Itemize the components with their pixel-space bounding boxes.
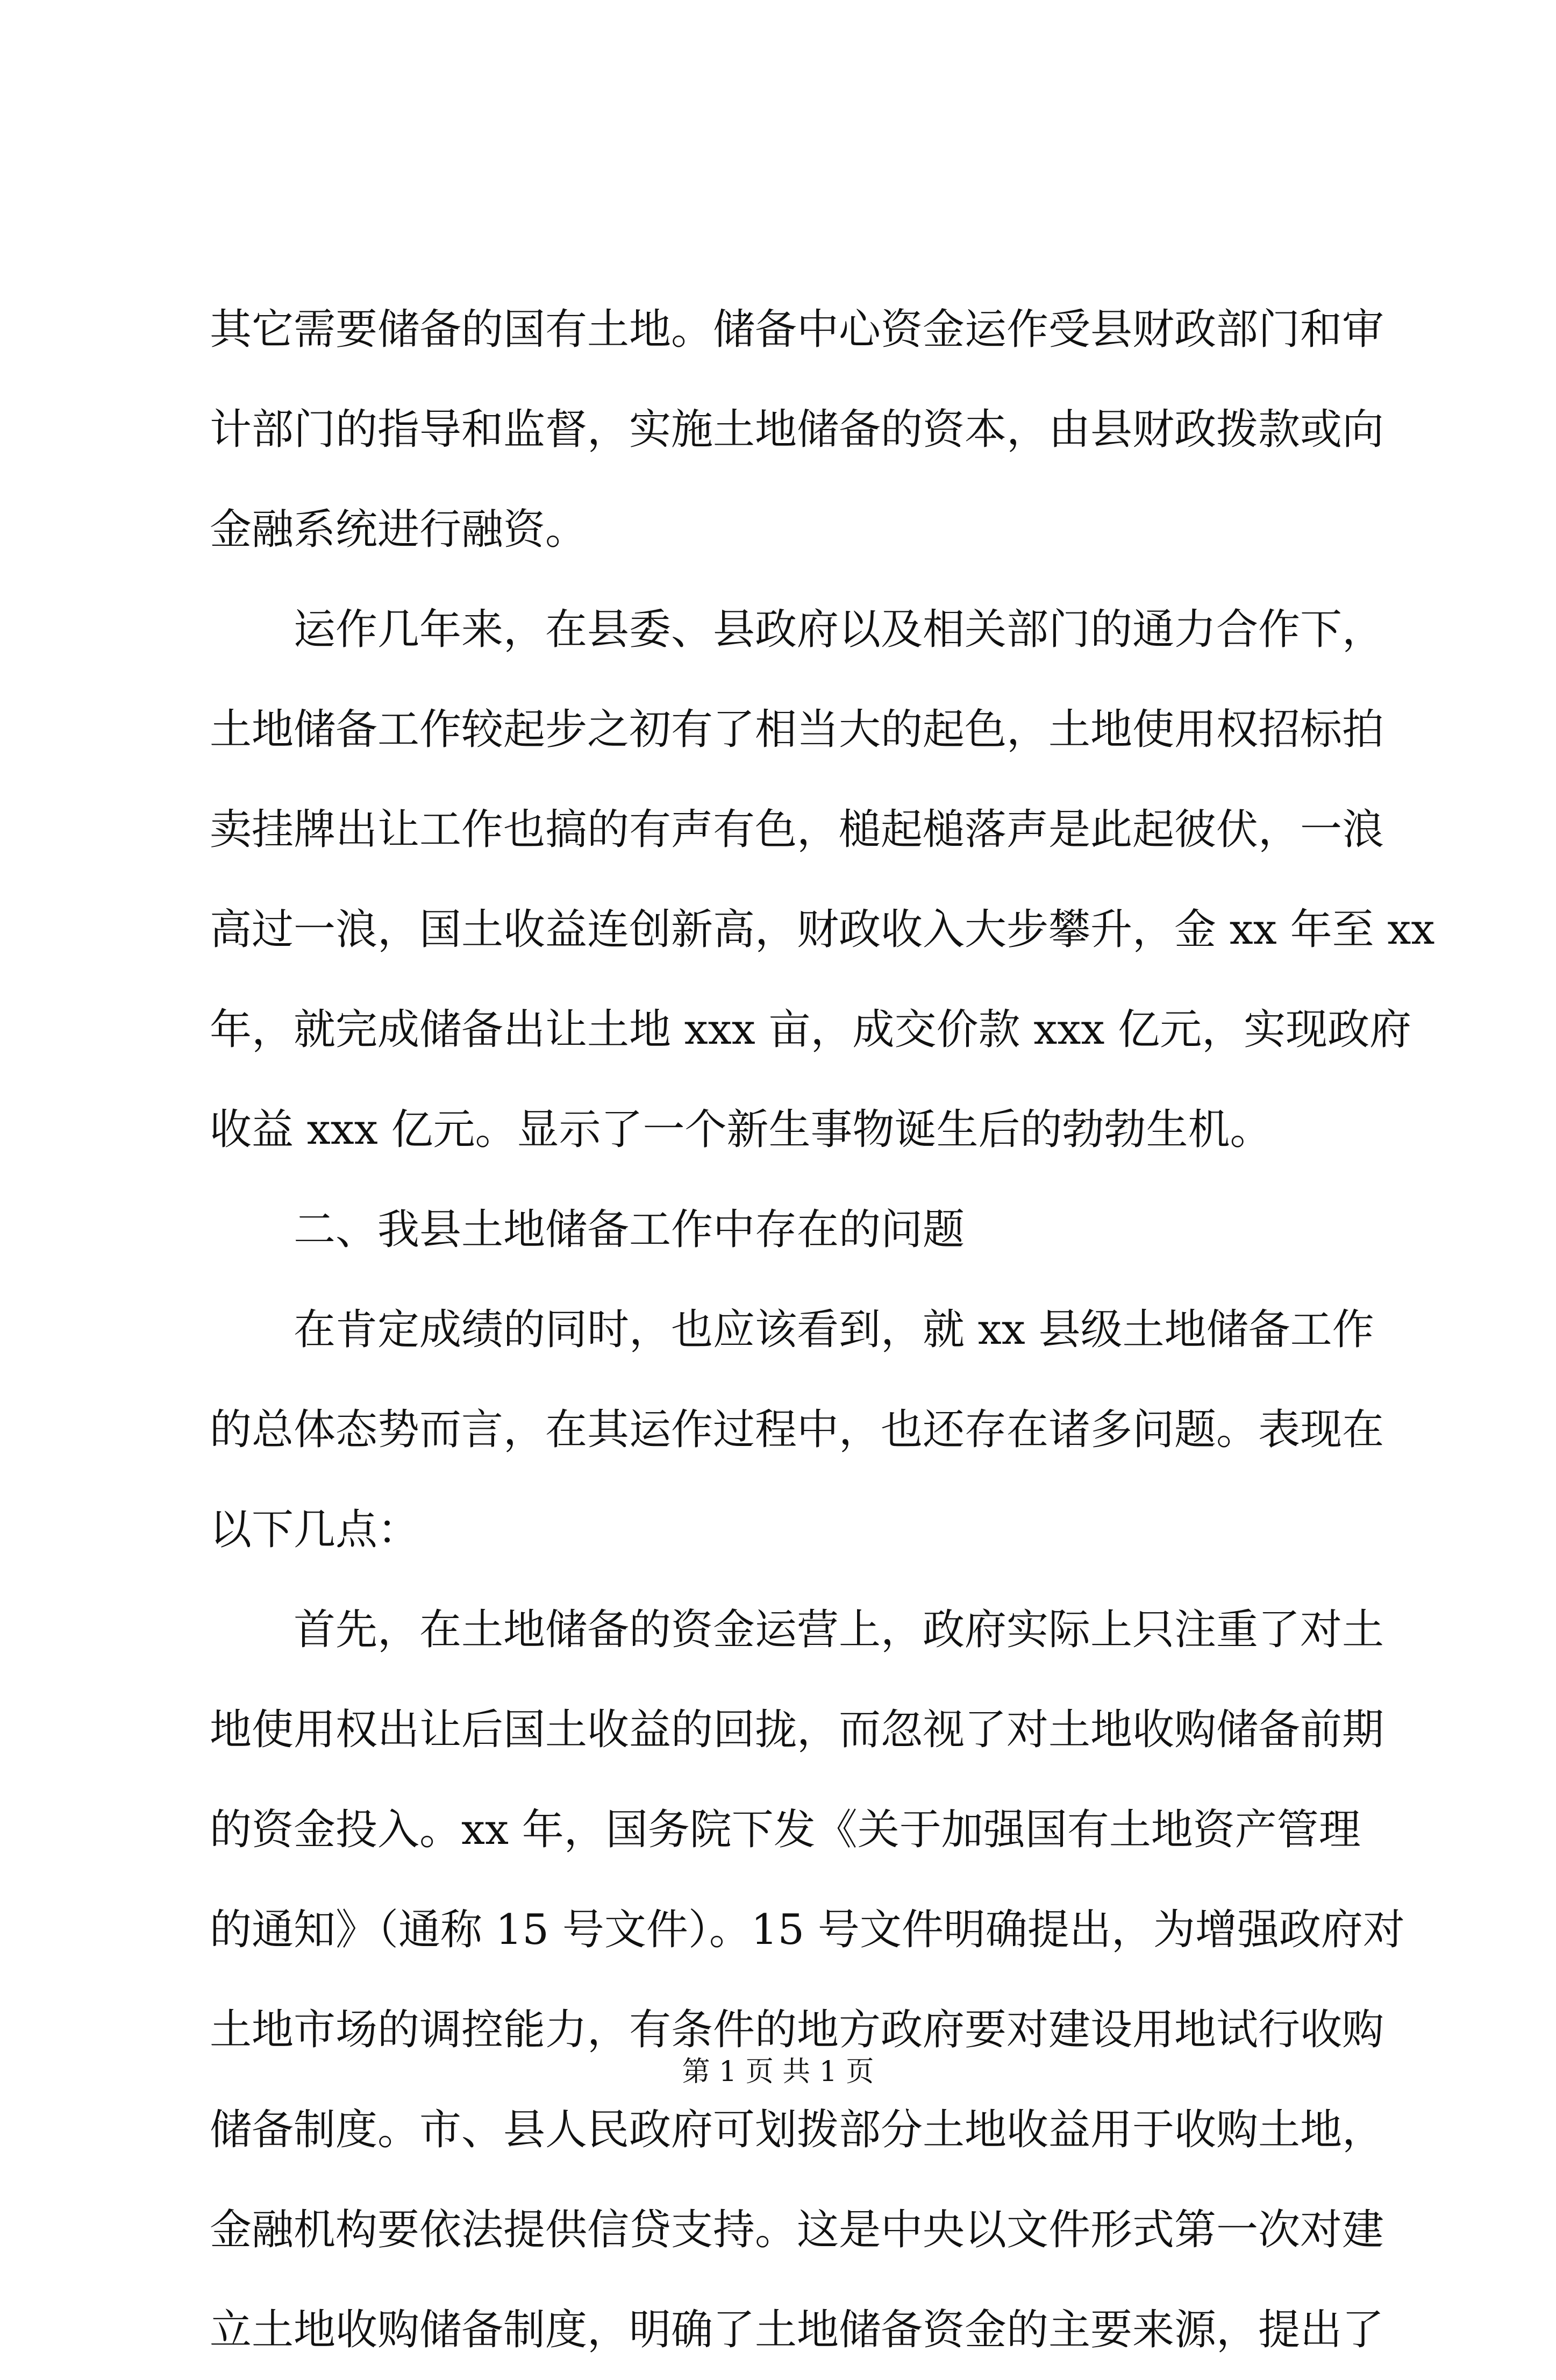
text-line: 卖挂牌出让工作也搞的有声有色，槌起槌落声是此起彼伏，一浪 (210, 806, 1384, 854)
text-line: 运作几年来，在县委、县政府以及相关部门的通力合作下， (294, 605, 1384, 654)
text-line: 土地储备工作较起步之初有了相当大的起色，土地使用权招标拍 (210, 706, 1384, 754)
text-line: 收益 xxx 亿元。显示了一个新生事物诞生后的勃勃生机。 (210, 1106, 1272, 1154)
text-line: 的总体态势而言，在其运作过程中，也还存在诸多问题。表现在 (210, 1406, 1384, 1454)
text-line: 的资金投入。xx 年，国务院下发《关于加强国有土地资产管理 (210, 1806, 1361, 1854)
text-line: 金融系统进行融资。 (210, 505, 588, 554)
text-line: 的通知》（通称 15 号文件）。15 号文件明确提出，为增强政府对 (210, 1906, 1405, 1954)
text-line: 年，就完成储备出让土地 xxx 亩，成交价款 xxx 亿元，实现政府 (210, 1006, 1412, 1054)
text-line: 立土地收购储备制度，明确了土地储备资金的主要来源，提出了 (210, 2306, 1384, 2354)
text-line: 金融机构要依法提供信贷支持。这是中央以文件形式第一次对建 (210, 2206, 1384, 2254)
text-line: 储备制度。市、县人民政府可划拨部分土地收益用于收购土地， (210, 2106, 1384, 2154)
page-footer (0, 2053, 1556, 2091)
section-heading: 二、我县土地储备工作中存在的问题 (294, 1206, 965, 1254)
text-line: 土地市场的调控能力，有条件的地方政府要对建设用地试行收购 (210, 2006, 1384, 2054)
page-number-label: 第 1 页 共 1 页 (682, 2056, 874, 2088)
text-line: 在肯定成绩的同时，也应该看到，就 xx 县级土地储备工作 (294, 1306, 1374, 1354)
text-line: 以下几点： (210, 1506, 420, 1554)
text-line: 其它需要储备的国有土地。储备中心资金运作受县财政部门和审 (210, 305, 1384, 354)
text-line: 计部门的指导和监督，实施土地储备的资本，由县财政拨款或向 (210, 405, 1384, 454)
text-line: 高过一浪，国土收益连创新高，财政收入大步攀升，金 xx 年至 xx (210, 906, 1435, 954)
text-line: 地使用权出让后国土收益的回拢，而忽视了对土地收购储备前期 (210, 1706, 1384, 1754)
text-line: 首先，在土地储备的资金运营上，政府实际上只注重了对土 (294, 1606, 1384, 1654)
